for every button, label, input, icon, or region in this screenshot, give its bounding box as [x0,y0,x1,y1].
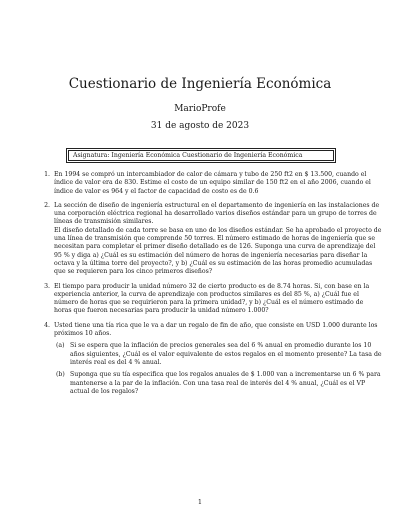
question-text: El tiempo para producir la unidad número 32 de cierto producto es de 8.74 horas. Si, con base en la experiencia anterior, la curva de aprendizaje con productos similares es del 85 %, a) ¿Cuál fue el número de horas que se requirieron para la primera unidad?, y b) ¿Cuál es el número estimado de horas que fueron necesarias para producir la unidad número 1.000? [54,282,370,315]
subquestion-list [54,342,382,396]
page-number: 1 [197,498,203,506]
subquestion-text: Suponga que su tía especifica que los regalos anuales de $ 1.000 van a incrementarse un 6 % para mantenerse a la par de la inflación. Con una tasa real de interés del 4 % anual, ¿Cuál es el VP actual de los regalos? [70,371,381,395]
question-text: En 1994 se compró un intercambiador de calor de cámara y tubo de 250 ft2 en $ 13.500, cuando el índice de valor era de 830. Estime el costo de un equipo similar de 150 ft2 en el año 2006, cuando el índice de valor es 964 y el factor de capacidad de costo es de 0.6 [54,171,371,195]
document-author: MarioProfe [174,104,226,114]
subquestion-label: (a) [56,342,65,350]
question-text-continued: El diseño detallado de cada torre se basa en uno de los diseños estándar. Se ha aprobado el proyecto de una línea de transmisión que comprende 50 torres. El número estimado de horas de ingeniería que se necesitan para completar el primer diseño detallado es de 126. Suponga una curva de aprendizaje del 95 % y diga a) ¿Cuál es su estimación del número de horas de ingeniería necesarias para diseñar la octava y la última torre del proyecto?, y b) ¿Cuál es su estimación de las horas promedio acumuladas que se requieren para los cinco primeros diseños? [54,226,382,276]
subquestion-item [54,342,382,367]
question-text: Usted tiene una tía rica que le va a dar un regalo de fin de año, que consiste en USD 1.000 durante los próximos 10 años. [54,321,378,338]
question-list [38,171,382,400]
question-item [52,322,382,396]
subject-box [66,148,336,163]
document-title: Cuestionario de Ingeniería Económica [68,76,332,92]
subject-box-text: Asignatura: Ingeniería Económica Cuestionario de Ingeniería Económica [68,150,334,161]
question-item [52,171,382,196]
subquestion-label: (b) [56,371,65,379]
subquestion-item [54,371,382,396]
document-date: 31 de agosto de 2023 [150,121,250,131]
question-item [52,202,382,277]
subquestion-text: Si se espera que la inflación de precios generales sea del 6 % anual en promedio durante los 10 años siguientes, ¿Cuál es el valor equivalente de estos regalos en el momento presente? La tasa de interés real es del 4 % anual. [70,342,382,366]
question-text: La sección de diseño de ingeniería estructural en el departamento de ingeniería en las instalaciones de una corporación eléctrica regional ha desarrollado varios diseños estándar para un grupo de torres de líneas de transmisión similares. [54,201,380,226]
question-item [52,283,382,316]
